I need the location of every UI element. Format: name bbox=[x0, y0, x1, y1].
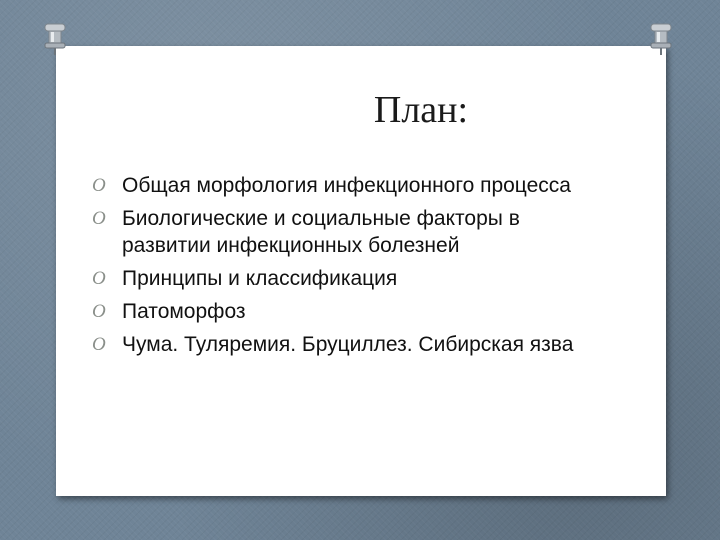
bullet-icon: O bbox=[92, 334, 106, 355]
bullet-icon: O bbox=[92, 175, 106, 196]
list-item bbox=[92, 172, 612, 199]
slide-title: План: bbox=[373, 89, 469, 131]
pushpin-icon bbox=[42, 22, 68, 56]
list-item-label: Принципы и классификация bbox=[122, 267, 398, 290]
list-item bbox=[92, 331, 612, 358]
list-item-label: Чума. Туляремия. Бруциллез. Сибирская язва bbox=[122, 333, 574, 356]
list-item-label: Общая морфология инфекционного процесса bbox=[122, 174, 571, 197]
bullet-icon: O bbox=[92, 301, 106, 322]
pushpin-icon bbox=[648, 22, 674, 56]
list-item-label: Биологические и социальные факторы в развитии инфекционных болезней bbox=[122, 207, 520, 257]
list-item bbox=[92, 298, 612, 325]
bullet-icon: O bbox=[92, 268, 106, 289]
list-item bbox=[92, 265, 612, 292]
bullet-icon: O bbox=[92, 208, 106, 229]
list-item-label: Патоморфоз bbox=[122, 300, 246, 323]
bullet-list bbox=[92, 172, 612, 364]
list-item bbox=[92, 205, 612, 259]
